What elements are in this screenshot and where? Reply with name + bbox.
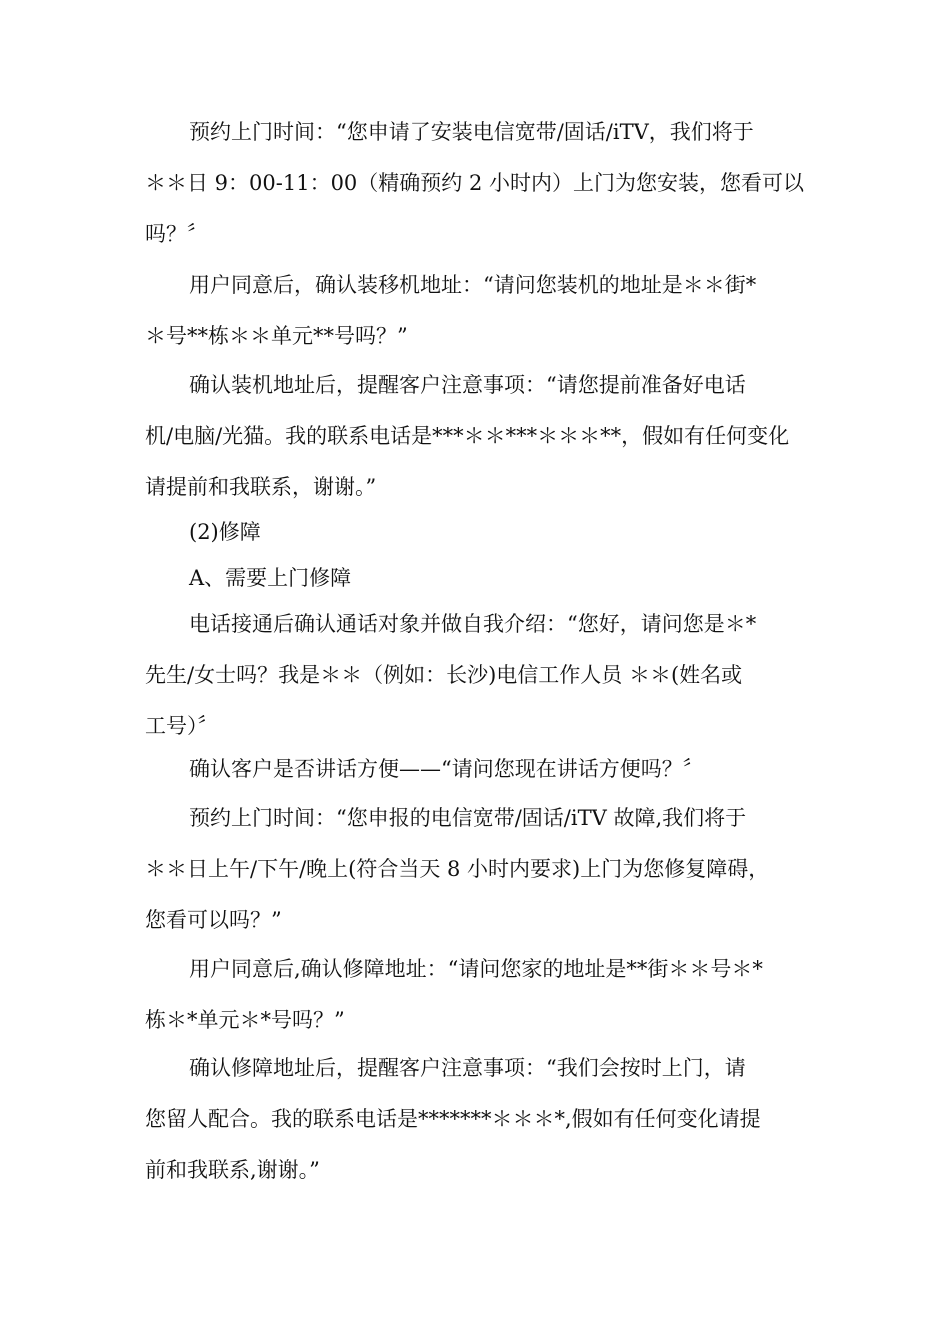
text-line: 栋＊*单元＊*号吗？” <box>145 1008 345 1032</box>
text-line: 您留人配合。我的联系电话是*******＊＊＊*,假如有任何变化请提 <box>145 1107 761 1131</box>
text-line: ＊号**栋＊＊单元**号吗？” <box>145 324 408 348</box>
text-line: 电话接通后确认通话对象并做自我介绍：“您好，请问您是＊* <box>189 612 757 636</box>
paragraph-install-notice <box>145 360 815 513</box>
subsection-heading-onsite-repair <box>145 553 815 604</box>
text-line: A、需要上门修障 <box>189 566 352 590</box>
paragraph-install-appointment <box>145 107 815 260</box>
text-line: 用户同意后,确认修障地址：“请问您家的地址是**街＊＊号＊* <box>189 957 763 981</box>
text-line: 您看可以吗？” <box>145 908 282 932</box>
text-line: 请提前和我联系，谢谢。” <box>145 475 377 499</box>
paragraph-repair-appointment <box>145 793 815 946</box>
text-line: ＊＊日上午/下午/晚上(符合当天 8 小时内要求)上门为您修复障碍， <box>145 857 770 881</box>
text-line: 确认修障地址后，提醒客户注意事项：“我们会按时上门，请 <box>189 1056 746 1080</box>
text-line: 前和我联系,谢谢。” <box>145 1158 320 1182</box>
text-line: 先生/女士吗？我是＊＊（例如：长沙)电信工作人员 ＊＊(姓名或 <box>145 663 743 687</box>
text-line: 工号）〞 <box>145 714 219 738</box>
text-line: 预约上门时间：“您申请了安装电信宽带/固话/iTV，我们将于 <box>189 120 754 144</box>
text-line: 用户同意后，确认装移机地址：“请问您装机的地址是＊＊街* <box>189 273 757 297</box>
paragraph-install-address <box>145 260 815 362</box>
text-line: 预约上门时间：“您申报的电信宽带/固话/iTV 故障,我们将于 <box>189 806 747 830</box>
section-heading-repair <box>145 507 815 558</box>
paragraph-repair-greeting <box>145 599 815 752</box>
text-line: 确认客户是否讲话方便——“请问您现在讲话方便吗？〞 <box>189 757 704 781</box>
paragraph-repair-notice <box>145 1043 815 1196</box>
text-line: 吗？〞 <box>145 222 208 246</box>
text-line: (2)修障 <box>189 520 261 544</box>
paragraph-repair-address <box>145 944 815 1046</box>
text-line: 机/电脑/光猫。我的联系电话是***＊＊***＊＊＊**，假如有任何变化 <box>145 424 790 448</box>
paragraph-repair-convenience <box>145 744 815 795</box>
text-line: ＊＊日 9：00-11：00（精确预约 2 小时内）上门为您安装，您看可以 <box>145 171 805 195</box>
text-line: 确认装机地址后，提醒客户注意事项：“请您提前准备好电话 <box>189 373 746 397</box>
